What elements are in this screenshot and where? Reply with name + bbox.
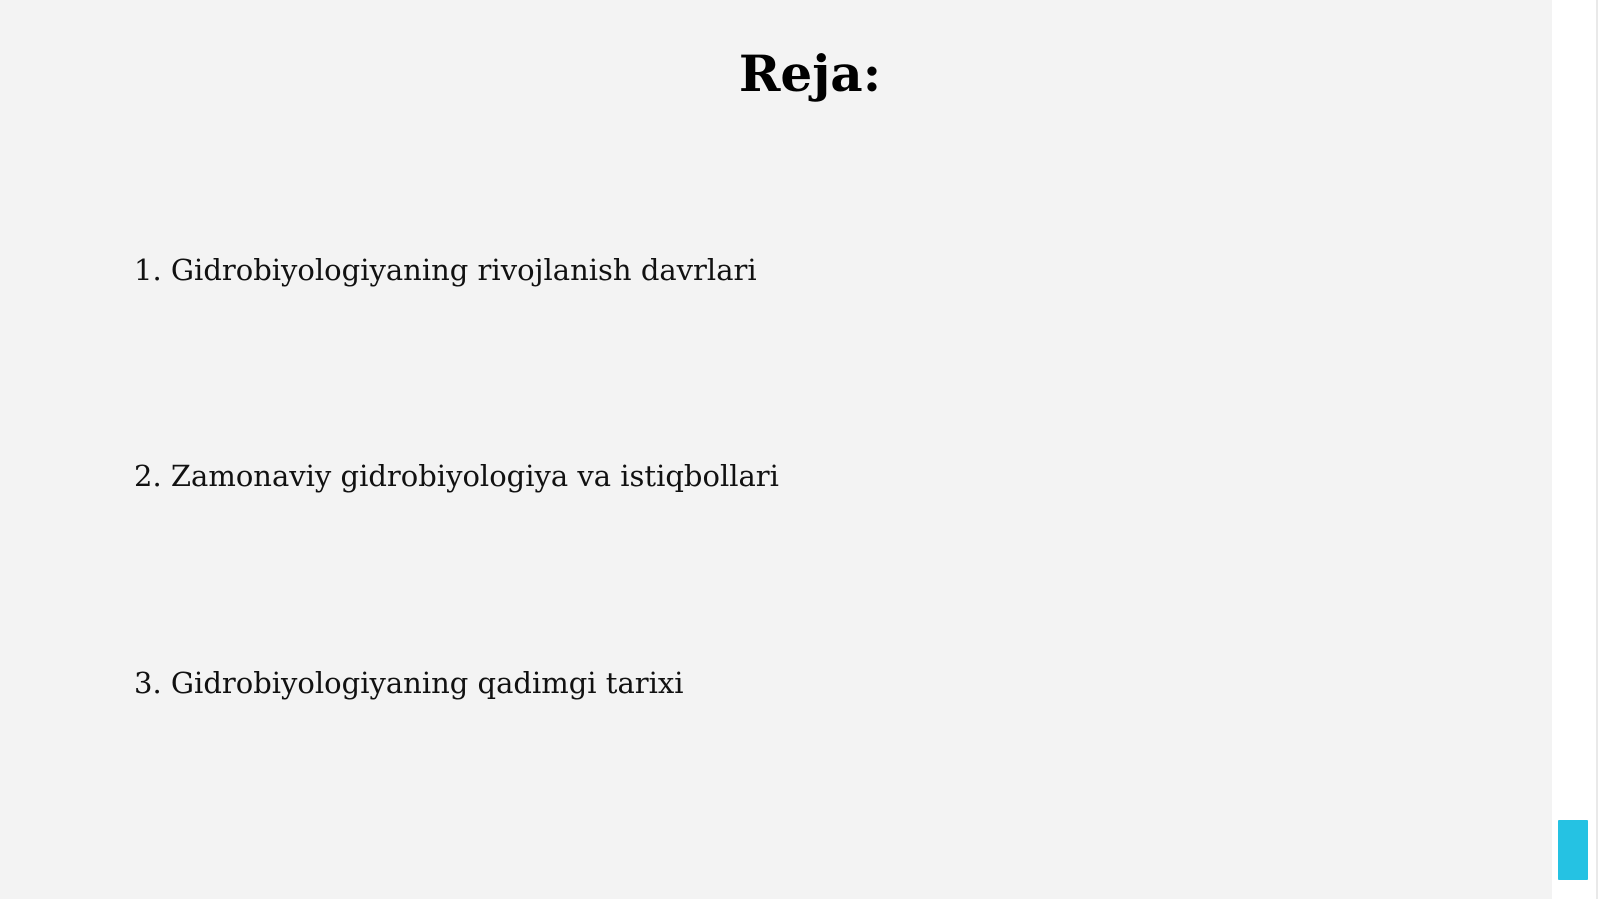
- side-panel: [1552, 0, 1600, 899]
- edge-divider: [1596, 0, 1598, 899]
- scroll-handle[interactable]: [1558, 820, 1588, 880]
- plan-item-2: 2. Zamonaviy gidrobiyologiya va istiqbollari: [134, 459, 779, 493]
- plan-item-1: 1. Gidrobiyologiyaning rivojlanish davrlari: [134, 253, 757, 287]
- plan-item-3: 3. Gidrobiyologiyaning qadimgi tarixi: [134, 666, 684, 700]
- slide-title: Reja:: [738, 44, 882, 103]
